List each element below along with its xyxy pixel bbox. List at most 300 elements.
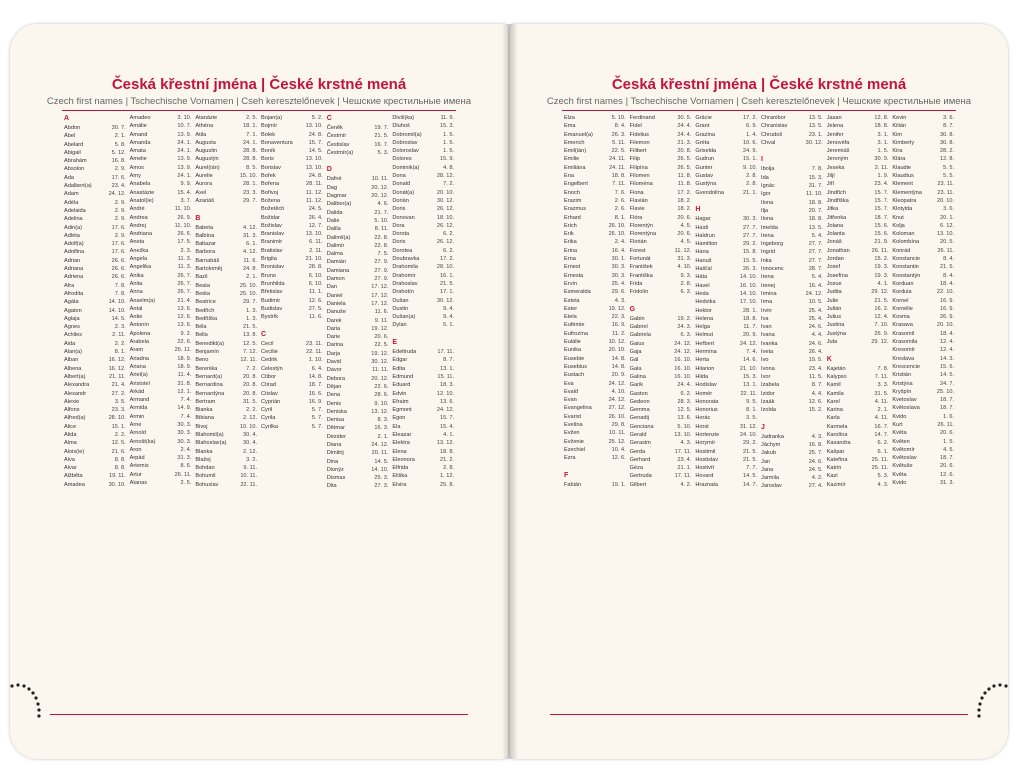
name-row	[392, 180, 454, 188]
name-row	[261, 305, 323, 313]
name-day-date: 19. 12.	[371, 325, 389, 332]
name-text: Flavie	[629, 206, 645, 213]
name-row	[761, 240, 823, 248]
name-text: Jozue	[826, 280, 842, 287]
name-row	[327, 400, 389, 408]
name-row	[695, 131, 757, 139]
name-row	[392, 147, 454, 155]
name-text: Gustýna	[695, 181, 717, 188]
name-row	[564, 396, 626, 404]
name-day-date: 24. 11.	[608, 156, 626, 163]
name-text: Axel	[195, 189, 207, 196]
name-row	[327, 283, 389, 291]
name-day-date: 14. 5.	[374, 458, 389, 465]
name-day-date: 5. 7.	[311, 423, 323, 430]
name-text: Dušan(a)	[392, 314, 416, 321]
name-row	[564, 438, 626, 446]
name-text: Florentýna	[629, 231, 657, 238]
name-day-date: 13. 10.	[305, 156, 323, 163]
name-text: Athéna	[195, 123, 214, 130]
name-row	[130, 263, 192, 271]
name-row	[564, 454, 626, 462]
name-row	[761, 390, 823, 398]
name-text: Bystrík	[261, 314, 279, 321]
name-day-date: 3. 1.	[877, 131, 889, 138]
name-day-date: 27. 4.	[808, 483, 823, 490]
name-text: Kateřina	[826, 456, 848, 463]
name-row	[195, 232, 257, 240]
name-day-date: 17. 5.	[177, 239, 192, 246]
name-row	[327, 300, 389, 308]
name-day-date: 27. 9.	[374, 267, 389, 274]
name-text: Emil(ián)	[564, 148, 587, 155]
name-day-date: 21. 10.	[305, 256, 323, 263]
name-day-date: 16. 7.	[874, 423, 889, 430]
name-row	[630, 147, 692, 155]
name-text: Alan(a)	[64, 349, 83, 356]
name-text: Ema	[564, 123, 576, 130]
name-day-date: 5. 10.	[611, 115, 626, 121]
name-row	[130, 330, 192, 338]
name-row	[327, 141, 389, 149]
name-day-date: 27. 9.	[374, 276, 389, 283]
name-day-date: 4. 3.	[877, 481, 889, 488]
name-day-date: 9. 2.	[180, 330, 192, 337]
name-text: Jitka	[826, 206, 839, 213]
name-text: Eusebie	[564, 355, 585, 362]
name-day-date: 14. 8.	[611, 355, 626, 362]
name-text: Ignác	[761, 183, 775, 190]
name-text: Kvido	[892, 413, 907, 420]
name-day-date: 27. 7.	[743, 224, 758, 231]
name-row	[327, 350, 389, 358]
name-text: Ernesta	[564, 272, 584, 279]
name-row	[892, 288, 954, 296]
name-day-date: 11. 3.	[177, 264, 192, 271]
name-text: Dějan	[326, 383, 342, 390]
name-text: Kristýna	[892, 380, 913, 387]
name-row	[261, 373, 323, 381]
name-day-date: 1. 3.	[246, 315, 258, 322]
name-day-date: 15. 3.	[440, 123, 455, 130]
name-day-date: 9. 11.	[374, 317, 389, 324]
name-text: Garik	[629, 382, 644, 389]
name-day-date: 6. 1.	[877, 448, 889, 455]
name-row	[392, 255, 454, 263]
name-text: Kimberly	[892, 139, 915, 146]
name-text: Egmont	[392, 407, 412, 414]
name-day-date: 14. 8.	[611, 363, 626, 370]
name-row	[327, 375, 389, 383]
name-day-date: 20. 6.	[677, 231, 692, 238]
name-text: Elfrida	[392, 465, 409, 472]
name-text: Klaudie	[892, 164, 912, 171]
name-day-date: 2. 6.	[614, 197, 626, 204]
name-day-date: 26. 6.	[111, 266, 126, 273]
name-text: Ctirad	[261, 382, 276, 389]
name-text: Kurt	[892, 421, 903, 428]
name-row	[392, 247, 454, 255]
name-day-date: 7. 6.	[614, 189, 626, 196]
name-text: Bibiana	[195, 415, 215, 422]
name-row	[695, 481, 757, 489]
name-row	[564, 180, 626, 188]
name-row	[827, 189, 889, 197]
name-row	[130, 446, 192, 454]
name-text: Edmund	[392, 373, 414, 380]
name-row	[64, 315, 126, 323]
name-text: Adriena	[64, 274, 84, 281]
name-row	[392, 263, 454, 271]
name-row	[130, 155, 192, 163]
name-row	[130, 313, 192, 321]
name-day-date: 24. 1.	[243, 139, 258, 146]
name-text: Jitřenka	[826, 214, 847, 221]
name-text: Horst	[695, 423, 709, 430]
name-text: Anastázie	[129, 189, 155, 196]
name-day-date: 13. 10.	[305, 123, 323, 130]
name-row	[892, 147, 954, 155]
name-row	[761, 365, 823, 373]
name-row	[564, 122, 626, 130]
name-day-date: 4. 4.	[811, 332, 823, 339]
name-row	[64, 307, 126, 315]
name-row	[195, 456, 257, 464]
name-day-date: 20. 8.	[243, 373, 258, 380]
name-text: Konstantin	[892, 264, 919, 271]
name-text: Jana	[761, 466, 774, 473]
name-day-date: 28. 10.	[108, 415, 126, 422]
name-row	[827, 321, 889, 329]
name-day-date: 7. 8.	[877, 365, 889, 372]
name-day-date: 7. 4.	[746, 349, 758, 356]
name-text: Anna	[129, 289, 143, 296]
name-row	[64, 282, 126, 290]
name-text: Evan	[564, 397, 577, 404]
name-text: Artur	[129, 471, 142, 478]
name-day-date: 7. 8.	[114, 290, 126, 297]
name-day-date: 11. 12.	[305, 197, 323, 204]
name-day-date: 6. 1.	[246, 241, 258, 248]
name-row	[327, 466, 389, 474]
name-row	[630, 172, 692, 180]
name-row	[695, 248, 757, 256]
name-text: Ábel	[64, 133, 76, 140]
name-day-date: 26. 11.	[871, 247, 889, 254]
name-text: Filoména	[629, 181, 653, 188]
name-text: Abdon	[64, 125, 81, 131]
name-day-date: 10. 6.	[743, 139, 758, 146]
name-text: Ilja	[761, 207, 769, 214]
name-text: Alma	[64, 440, 77, 447]
names-column	[390, 114, 456, 704]
name-text: Alfred(a)	[64, 415, 86, 422]
name-text: Anselm(a)	[129, 297, 156, 304]
name-row	[892, 114, 954, 122]
name-row	[827, 230, 889, 238]
name-row	[695, 114, 757, 122]
name-day-date: 5. 7.	[311, 415, 323, 422]
right-page-subtitle: Czech first names | Tschechische Vornamen | Cseh keresztelőnevek | Чешские крестильные имена	[546, 96, 972, 107]
name-day-date: 15. 5.	[743, 257, 758, 264]
name-row	[695, 155, 757, 163]
name-text: Kajetán	[826, 365, 846, 372]
name-row	[327, 225, 389, 233]
name-row	[892, 363, 954, 371]
name-text: Beatrice	[195, 299, 216, 306]
name-text: Amadea	[64, 481, 85, 488]
name-day-date: 5. 5.	[943, 164, 955, 171]
name-day-date: 4. 4.	[811, 390, 823, 397]
name-row	[892, 205, 954, 213]
name-row	[827, 247, 889, 255]
name-day-date: 24. 12.	[805, 290, 823, 297]
name-row	[392, 464, 454, 472]
name-row	[695, 265, 757, 273]
name-day-date: 7. 4.	[180, 397, 192, 404]
name-day-date: 2. 9.	[114, 199, 126, 206]
name-text: Boník	[261, 148, 276, 155]
name-day-date: 24. 4.	[677, 131, 692, 138]
name-row	[827, 214, 889, 222]
name-row	[892, 297, 954, 305]
name-row	[327, 441, 389, 449]
name-day-date: 13. 12.	[436, 440, 455, 447]
name-row	[261, 180, 323, 188]
name-row	[64, 431, 126, 439]
name-day-date: 15. 1.	[111, 423, 126, 430]
name-text: Ezechiel	[564, 446, 586, 453]
name-day-date: 15. 2.	[808, 407, 823, 414]
name-day-date: 28. 3.	[677, 398, 692, 405]
name-row	[630, 222, 692, 230]
name-text: Brigita	[261, 256, 277, 263]
name-row	[392, 297, 454, 305]
name-day-date: 14. 8.	[308, 373, 323, 380]
name-day-date: 3. 6.	[943, 115, 955, 121]
name-row	[695, 464, 757, 472]
name-text: Kleopatra	[892, 197, 917, 204]
name-day-date: 8. 7.	[443, 357, 455, 364]
name-text: Izaák	[761, 398, 775, 405]
name-day-date: 11. 6.	[374, 309, 389, 316]
name-day-date: 19. 3.	[874, 272, 889, 279]
name-day-date: 17. 10.	[739, 299, 758, 306]
name-text: Ada	[64, 174, 74, 181]
name-row	[64, 365, 126, 373]
name-text: Gvendolína	[695, 189, 724, 196]
name-row	[761, 114, 823, 122]
name-row	[261, 423, 323, 431]
name-row	[892, 429, 954, 437]
name-row	[564, 131, 626, 139]
name-row	[392, 155, 454, 163]
name-text: Božetěch	[261, 206, 285, 213]
name-row	[261, 131, 323, 139]
name-row	[630, 205, 692, 213]
name-text: Edita	[392, 365, 406, 372]
name-row	[130, 122, 192, 130]
name-row	[630, 448, 692, 456]
name-day-date: 29. 2.	[743, 241, 758, 248]
name-day-date: 16. 8.	[808, 441, 823, 448]
name-row	[130, 197, 192, 205]
name-day-date: 12. 8.	[940, 156, 955, 163]
name-text: Haidi	[695, 224, 709, 231]
name-text: Atanas	[129, 480, 148, 487]
name-text: Kalypso	[826, 373, 847, 380]
name-day-date: 26. 9.	[940, 314, 955, 321]
name-text: Fabián	[564, 481, 582, 488]
name-row	[827, 398, 889, 406]
name-row	[564, 255, 626, 263]
name-text: Květa	[892, 430, 907, 437]
name-text: H	[695, 206, 701, 214]
name-day-date: 8. 4.	[943, 256, 955, 263]
name-day-date: 13. 6.	[440, 398, 455, 405]
name-text: Emerich	[564, 139, 585, 146]
name-day-date: 27. 5.	[308, 305, 323, 312]
name-day-date: 7. 12.	[243, 349, 258, 356]
name-text: Dona	[392, 173, 406, 180]
name-row	[195, 172, 257, 180]
name-row	[892, 388, 954, 396]
name-day-date: 21. 9.	[874, 239, 889, 246]
name-row	[64, 273, 126, 281]
name-row	[827, 305, 889, 313]
name-text: Dorián	[392, 197, 409, 204]
name-row	[761, 458, 823, 466]
name-day-date: 6. 9.	[746, 123, 758, 130]
name-row	[827, 180, 889, 188]
name-text: Jaroslav	[761, 483, 782, 490]
name-text: Boris	[261, 156, 274, 163]
name-row	[892, 255, 954, 263]
name-day-date: 28. 8.	[243, 156, 258, 163]
name-row	[761, 257, 823, 265]
name-text: Kornel	[892, 297, 909, 304]
name-row	[827, 122, 889, 130]
name-day-date: 19. 11.	[108, 473, 126, 480]
name-text: Armand	[129, 397, 150, 404]
name-row	[695, 406, 757, 414]
name-text: Květuše	[892, 463, 913, 470]
name-text: Gala	[629, 365, 642, 372]
name-day-date: 5. 3.	[877, 473, 889, 480]
name-text: Jiljí	[826, 173, 835, 180]
name-text: Haldrun	[695, 232, 715, 239]
name-row	[327, 308, 389, 316]
name-day-date: 13. 9.	[177, 156, 192, 163]
name-text: Dalimír	[326, 242, 345, 249]
name-text: Adam	[64, 191, 79, 198]
name-row	[64, 464, 126, 472]
name-text: Arpád	[129, 455, 145, 462]
name-text: Klotylda	[892, 206, 913, 213]
name-text: Dustin	[392, 305, 409, 312]
name-row	[827, 365, 889, 373]
name-row	[564, 297, 626, 305]
name-text: Grażina	[695, 131, 715, 138]
name-text: Květen	[892, 438, 910, 445]
name-row	[630, 155, 692, 163]
name-row	[761, 131, 823, 139]
name-text: Hašťal	[695, 266, 712, 273]
name-text: Hamilton	[695, 241, 718, 248]
name-text: Amata	[129, 148, 146, 155]
name-text: Béla	[195, 324, 207, 331]
name-text: Čeněk	[326, 125, 343, 131]
name-text: Fridolín	[629, 289, 649, 296]
name-day-date: 15. 6.	[940, 363, 955, 370]
name-row	[130, 230, 192, 238]
name-day-date: 9. 4.	[443, 314, 455, 321]
name-day-date: 19. 12.	[608, 305, 626, 312]
name-row	[564, 139, 626, 147]
name-text: Drahomila	[392, 264, 418, 271]
name-row	[695, 224, 757, 232]
name-text: Iva	[761, 315, 769, 322]
name-row	[630, 340, 692, 348]
name-day-date: 20. 12.	[371, 193, 389, 200]
name-text: Klement	[892, 181, 913, 188]
name-row	[130, 222, 192, 230]
name-day-date: 12. 6.	[808, 398, 823, 405]
name-day-date: 17. 6.	[111, 174, 126, 181]
name-text: Arnold	[129, 430, 146, 437]
name-day-date: 23. 4.	[874, 181, 889, 188]
name-text: Adelina	[64, 216, 83, 223]
name-day-date: 14. 5.	[111, 315, 126, 322]
name-text: I	[761, 156, 763, 164]
name-row	[64, 132, 126, 140]
name-text: Bedřiška	[195, 315, 218, 322]
name-text: Flavián	[629, 197, 648, 204]
name-text: Drahoslav	[392, 280, 418, 287]
name-row	[130, 172, 192, 180]
name-row	[630, 381, 692, 389]
name-row	[130, 363, 192, 371]
name-text: Květomír	[892, 446, 915, 453]
name-day-date: 2. 11.	[309, 247, 323, 254]
name-row	[630, 122, 692, 130]
name-text: Augustýn	[195, 156, 219, 163]
name-row	[695, 439, 757, 447]
name-day-date: 21. 1.	[677, 465, 692, 472]
name-row	[827, 147, 889, 155]
name-row	[261, 313, 323, 321]
name-text: Doris	[392, 239, 406, 246]
name-text: Chval	[761, 139, 776, 146]
name-text: Karla	[826, 415, 840, 422]
name-day-date: 26. 9.	[874, 330, 889, 337]
name-text: Hedvika	[695, 299, 716, 306]
name-day-date: 21. 1.	[743, 189, 758, 196]
name-row	[64, 348, 126, 356]
name-day-date: 26. 12.	[436, 222, 455, 229]
name-text: Evald	[564, 388, 578, 395]
name-text: Jenovéfa	[826, 139, 850, 146]
name-text: Dalimil(a)	[326, 234, 351, 241]
letter-heading	[564, 471, 626, 481]
name-text: Gabin	[629, 315, 645, 322]
name-text: Alida	[64, 431, 77, 438]
name-text: Daniela	[326, 300, 346, 307]
name-row	[695, 340, 757, 348]
left-page-subtitle: Czech first names | Tschechische Vornamen | Cseh keresztelőnevek | Чешские крестильные имена	[46, 96, 472, 107]
name-row	[327, 433, 389, 441]
name-day-date: 2. 6.	[614, 206, 626, 213]
